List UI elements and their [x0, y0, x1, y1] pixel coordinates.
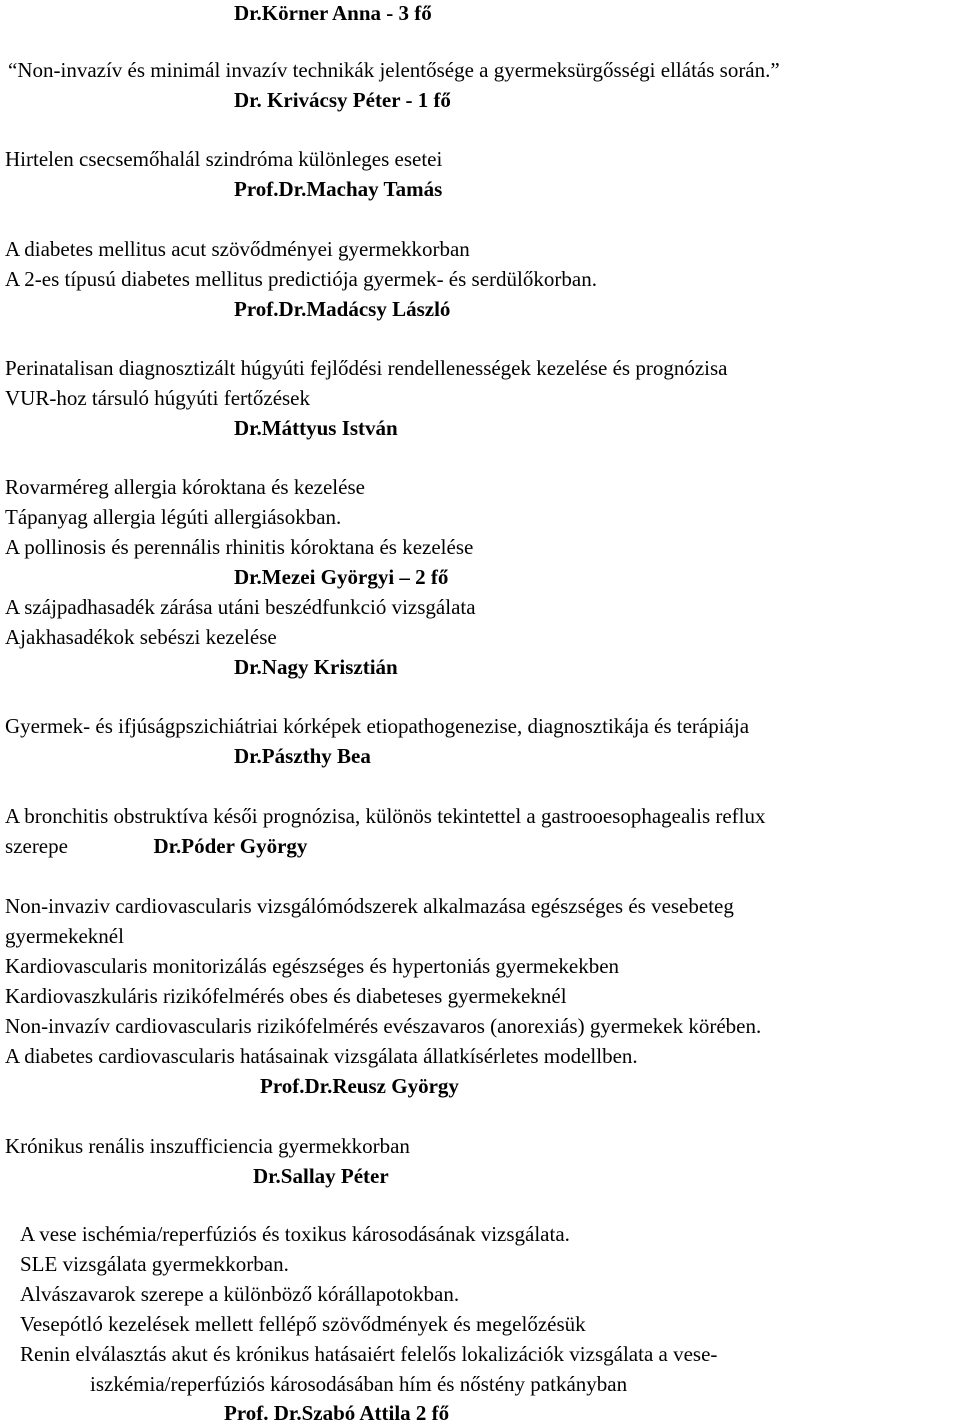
topic-line: A 2-es típusú diabetes mellitus predictiója gyermek- és serdülőkorban. [5, 267, 597, 291]
supervisor-name: Dr.Póder György [153, 834, 308, 858]
topic-line: SLE vizsgálata gyermekkorban. [20, 1252, 289, 1276]
supervisor-name: Dr.Pászthy Bea [234, 744, 371, 768]
supervisor-name: Prof.Dr.Machay Tamás [234, 177, 443, 201]
topic-line: Hirtelen csecsemőhalál szindróma különleges esetei [5, 147, 443, 171]
topic-line: Non-invaziv cardiovascularis vizsgálómódszerek alkalmazása egészséges és vesebeteg [5, 894, 734, 918]
topic-line: Alvászavarok szerepe a különböző kórállapotokban. [20, 1282, 460, 1306]
topic-line: iszkémia/reperfúziós károsodásában hím és nőstény patkányban [90, 1372, 628, 1396]
topic-line: Krónikus renális inszufficiencia gyermekkorban [5, 1134, 410, 1158]
topic-line: Gyermek- és ifjúságpszichiátriai kórképek etiopathogenezise, diagnosztikája és terápiája [5, 714, 750, 738]
supervisor-name: Prof.Dr.Reusz György [260, 1074, 459, 1098]
supervisor-name: Dr.Körner Anna - 3 fő [234, 1, 432, 25]
topic-line: Kardiovaszkuláris rizikófelmérés obes és diabeteses gyermekeknél [5, 984, 567, 1008]
supervisor-name: Dr. Krivácsy Péter - 1 fő [234, 88, 451, 112]
topic-line: Non-invazív cardiovascularis rizikófelmérés evészavaros (anorexiás) gyermekek körében. [5, 1014, 762, 1038]
supervisor-name: Dr.Mezei Györgyi – 2 fő [234, 565, 449, 589]
topic-line: Ajakhasadékok sebészi kezelése [5, 625, 277, 649]
topic-line: Kardiovascularis monitorizálás egészséges és hypertoniás gyermekekben [5, 954, 620, 978]
supervisor-name: Prof.Dr.Madácsy László [234, 297, 451, 321]
topic-line: A bronchitis obstruktíva késői prognózisa, különös tekintettel a gastrooesophagealis reflux [5, 804, 766, 828]
topic-line: Vesepótló kezelések mellett fellépő szövődmények és megelőzésük [20, 1312, 586, 1336]
topic-line: A diabetes cardiovascularis hatásainak vizsgálata állatkísérletes modellben. [5, 1044, 638, 1068]
supervisor-name: Dr.Nagy Krisztián [234, 655, 398, 679]
topic-line: A pollinosis és perennális rhinitis kóroktana és kezelése [5, 535, 474, 559]
supervisor-name: Dr.Sallay Péter [253, 1164, 389, 1188]
topic-line: A szájpadhasadék zárása utáni beszédfunkció vizsgálata [5, 595, 476, 619]
topic-line: gyermekeknél [5, 924, 124, 948]
topic-line: A diabetes mellitus acut szövődményei gyermekkorban [5, 237, 470, 261]
topic-line: “Non-invazív és minimál invazív technikák jelentősége a gyermeksürgősségi ellátás során.” [8, 58, 780, 82]
topic-line: Tápanyag allergia légúti allergiásokban. [5, 505, 342, 529]
topic-line: VUR-hoz társuló húgyúti fertőzések [5, 386, 311, 410]
topic-line: A vese ischémia/reperfúziós és toxikus károsodásának vizsgálata. [20, 1222, 570, 1246]
topic-line: Renin elválasztás akut és krónikus hatásaiért felelős lokalizációk vizsgálata a vese- [20, 1342, 718, 1366]
supervisor-name: Prof. Dr.Szabó Attila 2 fő [224, 1401, 450, 1425]
topic-fragment: szerepe [5, 834, 68, 858]
topic-line: Rovarméreg allergia kóroktana és kezelése [5, 475, 365, 499]
topic-line: Perinatalisan diagnosztizált húgyúti fejlődési rendellenességek kezelése és prognózisa [5, 356, 728, 380]
topic-line [5, 833, 307, 859]
supervisor-name: Dr.Máttyus István [234, 416, 398, 440]
